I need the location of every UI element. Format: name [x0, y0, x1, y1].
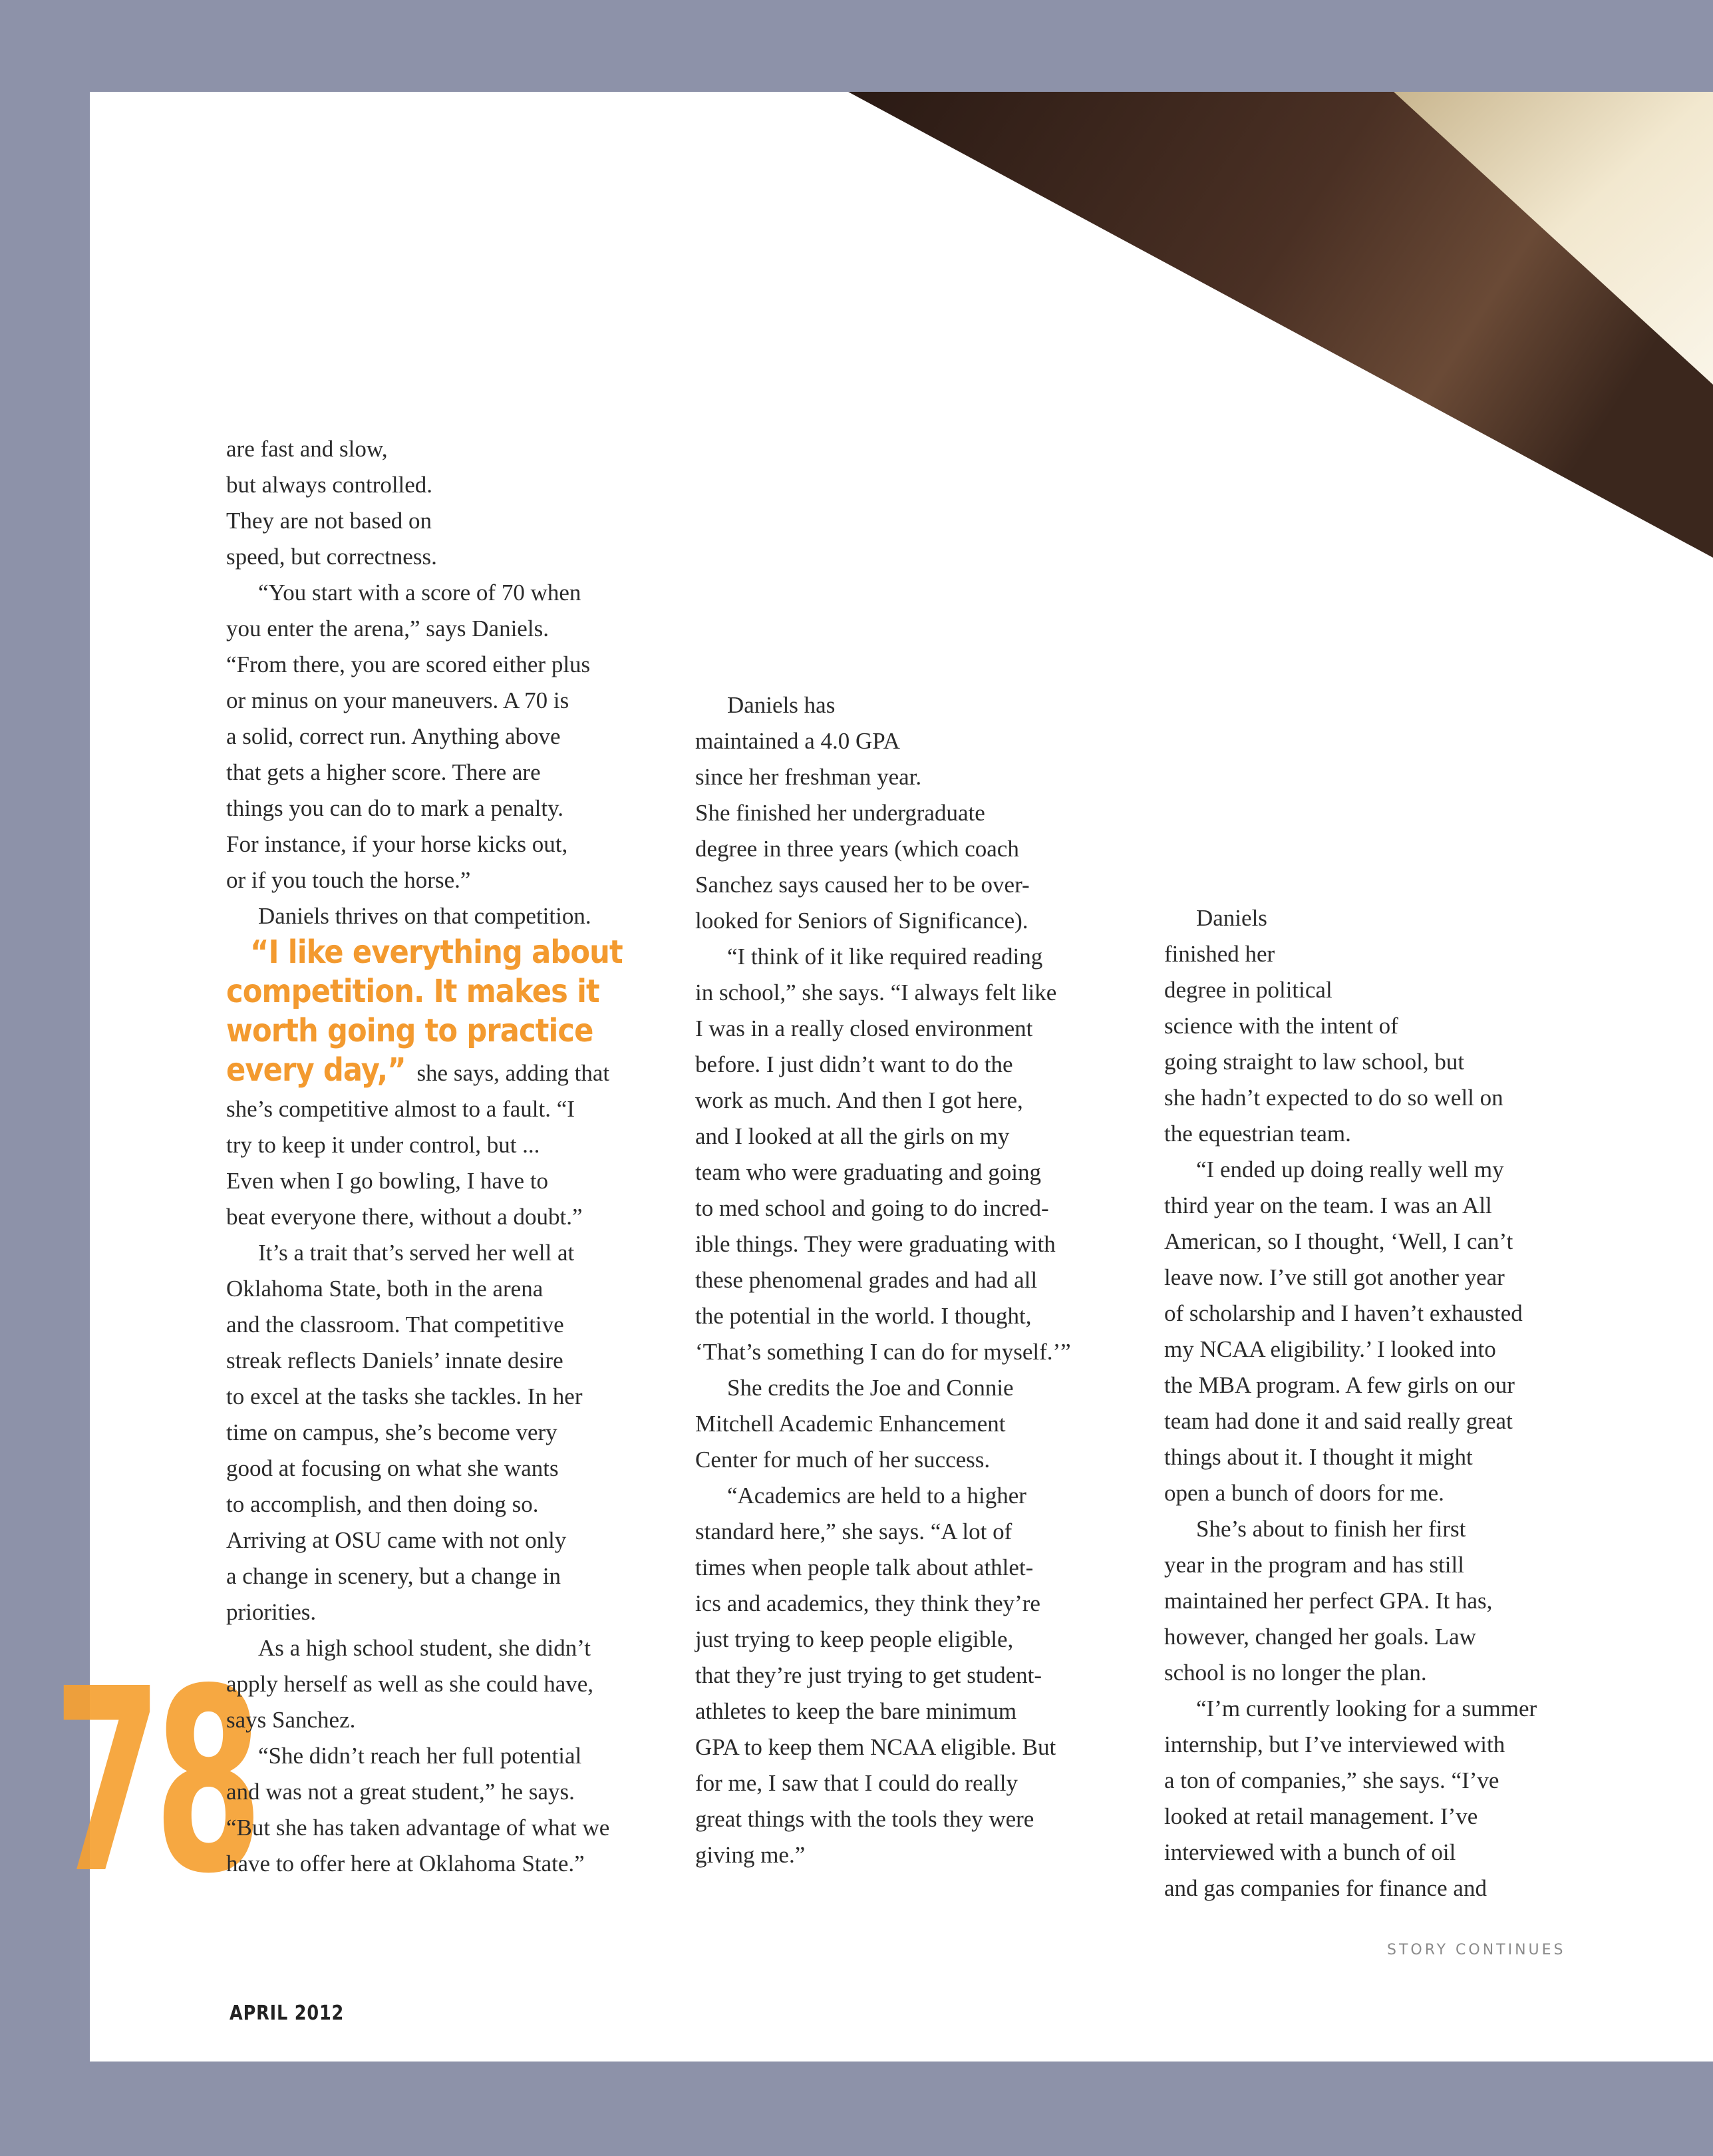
- line: says Sanchez.: [226, 1707, 356, 1733]
- line: of scholarship and I haven’t exhausted: [1164, 1300, 1523, 1326]
- line: things about it. I thought it might: [1164, 1444, 1473, 1470]
- line: good at focusing on what she wants: [226, 1455, 559, 1481]
- column-2: [695, 687, 1174, 1873]
- line: are fast and slow,: [226, 436, 388, 462]
- line: Sanchez says caused her to be over-: [695, 872, 1030, 898]
- column-3: [1164, 900, 1643, 1906]
- line: giving me.”: [695, 1842, 806, 1868]
- line: Daniels: [1196, 905, 1267, 931]
- line: for me, I saw that I could do really: [695, 1770, 1018, 1796]
- line: Even when I go bowling, I have to: [226, 1168, 549, 1194]
- paragraph: [695, 939, 1174, 1370]
- line: that they’re just trying to get student-: [695, 1662, 1042, 1688]
- story-continues-label: STORY CONTINUES: [1387, 1942, 1566, 1958]
- line: since her freshman year.: [695, 764, 922, 790]
- line: however, changed her goals. Law: [1164, 1624, 1476, 1650]
- line: “You start with a score of 70 when: [258, 580, 581, 606]
- line: work as much. And then I got here,: [695, 1087, 1023, 1113]
- paragraph: [226, 575, 705, 898]
- line: interviewed with a bunch of oil: [1164, 1839, 1456, 1865]
- paragraph: [226, 1738, 705, 1882]
- line: to accomplish, and then doing so.: [226, 1491, 539, 1517]
- line: these phenomenal grades and had all: [695, 1267, 1038, 1293]
- line: she hadn’t expected to do so well on: [1164, 1085, 1503, 1111]
- pull-quote-line: every day,”: [226, 1051, 406, 1089]
- line: ible things. They were graduating with: [695, 1231, 1056, 1257]
- line: I was in a really closed environment: [695, 1015, 1033, 1041]
- line: leave now. I’ve still got another year: [1164, 1264, 1505, 1290]
- line: She’s about to finish her first: [1196, 1516, 1466, 1542]
- paragraph: [1164, 1152, 1643, 1511]
- line: They are not based on: [226, 508, 432, 534]
- line: “I ended up doing really well my: [1196, 1157, 1504, 1182]
- line: and I looked at all the girls on my: [695, 1123, 1010, 1149]
- line: to med school and going to do incred-: [695, 1195, 1049, 1221]
- column-1: [226, 431, 705, 1882]
- line: that gets a higher score. There are: [226, 759, 541, 785]
- line: just trying to keep people eligible,: [695, 1626, 1014, 1652]
- line: try to keep it under control, but ...: [226, 1132, 540, 1158]
- line: It’s a trait that’s served her well at: [258, 1240, 575, 1266]
- line: athletes to keep the bare minimum: [695, 1698, 1017, 1724]
- line: maintained a 4.0 GPA: [695, 728, 900, 754]
- line: “She didn’t reach her full potential: [258, 1743, 582, 1769]
- magazine-page: [53, 92, 1713, 2062]
- line: and was not a great student,” he says.: [226, 1779, 575, 1805]
- line: third year on the team. I was an All: [1164, 1192, 1492, 1218]
- line: you enter the arena,” says Daniels.: [226, 616, 549, 641]
- line: before. I just didn’t want to do the: [695, 1051, 1013, 1077]
- pull-quote-paragraph: [226, 934, 705, 1235]
- line: Center for much of her success.: [695, 1447, 991, 1473]
- line: and the classroom. That competitive: [226, 1312, 564, 1338]
- line: she’s competitive almost to a fault. “I: [226, 1096, 575, 1122]
- line: “Academics are held to a higher: [727, 1483, 1026, 1509]
- line: She credits the Joe and Connie: [727, 1375, 1014, 1401]
- paragraph: [695, 1478, 1174, 1873]
- line: team had done it and said really great: [1164, 1408, 1513, 1434]
- line: “I think of it like required reading: [727, 944, 1043, 970]
- line: or if you touch the horse.”: [226, 867, 471, 893]
- paragraph: [226, 1235, 705, 1630]
- issue-date: APRIL 2012: [230, 2002, 345, 2025]
- line: Arriving at OSU came with not only: [226, 1527, 567, 1553]
- line: American, so I thought, ‘Well, I can’t: [1164, 1228, 1513, 1254]
- line: speed, but correctness.: [226, 544, 437, 570]
- line: the equestrian team.: [1164, 1121, 1351, 1147]
- line: Mitchell Academic Enhancement: [695, 1411, 1006, 1437]
- line: in school,” she says. “I always felt like: [695, 980, 1057, 1005]
- line: She finished her undergraduate: [695, 800, 985, 826]
- paragraph: [1164, 1511, 1643, 1691]
- line: standard here,” she says. “A lot of: [695, 1519, 1012, 1544]
- line: internship, but I’ve interviewed with: [1164, 1731, 1505, 1757]
- line: As a high school student, she didn’t: [258, 1635, 591, 1661]
- line: priorities.: [226, 1599, 317, 1625]
- line: looked for Seniors of Significance).: [695, 908, 1028, 934]
- line: degree in political: [1164, 977, 1332, 1003]
- line: the potential in the world. I thought,: [695, 1303, 1032, 1329]
- paragraph: [695, 1370, 1174, 1478]
- line: time on campus, she’s become very: [226, 1419, 557, 1445]
- line: team who were graduating and going: [695, 1159, 1041, 1185]
- line: finished her: [1164, 941, 1275, 967]
- line: but always controlled.: [226, 472, 433, 498]
- line: Oklahoma State, both in the arena: [226, 1276, 544, 1302]
- line: great things with the tools they were: [695, 1806, 1034, 1832]
- line: Daniels has: [727, 692, 836, 718]
- line: a change in scenery, but a change in: [226, 1563, 561, 1589]
- line: the MBA program. A few girls on our: [1164, 1372, 1515, 1398]
- line: school is no longer the plan.: [1164, 1660, 1427, 1686]
- line: to excel at the tasks she tackles. In her: [226, 1383, 583, 1409]
- line: going straight to law school, but: [1164, 1049, 1465, 1075]
- line: “I’m currently looking for a summer: [1196, 1696, 1537, 1721]
- line: “From there, you are scored either plus: [226, 651, 591, 677]
- line: things you can do to mark a penalty.: [226, 795, 564, 821]
- pull-quote-line: competition. It makes it: [226, 973, 599, 1010]
- line: year in the program and has still: [1164, 1552, 1464, 1578]
- paragraph: [226, 1630, 705, 1738]
- line: she says, adding that: [410, 1060, 610, 1086]
- line: beat everyone there, without a doubt.”: [226, 1204, 583, 1230]
- line: For instance, if your horse kicks out,: [226, 831, 568, 857]
- line: “But she has taken advantage of what we: [226, 1815, 610, 1841]
- line: open a bunch of doors for me.: [1164, 1480, 1444, 1506]
- line: maintained her perfect GPA. It has,: [1164, 1588, 1493, 1614]
- line: ics and academics, they think they’re: [695, 1590, 1040, 1616]
- line: science with the intent of: [1164, 1013, 1398, 1039]
- line: a ton of companies,” she says. “I’ve: [1164, 1767, 1499, 1793]
- page-number: 78: [53, 1634, 255, 1929]
- pull-quote-line: “I like everything about: [250, 934, 623, 971]
- line: degree in three years (which coach: [695, 836, 1019, 862]
- paragraph: [695, 687, 1174, 939]
- line: GPA to keep them NCAA eligible. But: [695, 1734, 1056, 1760]
- paragraph: Daniels thrives on that competition.: [258, 903, 591, 929]
- paragraph: [226, 431, 705, 575]
- pull-quote-line: worth going to practice: [226, 1012, 593, 1049]
- line: looked at retail management. I’ve: [1164, 1803, 1478, 1829]
- line: streak reflects Daniels’ innate desire: [226, 1348, 563, 1373]
- paragraph: [1164, 1691, 1643, 1906]
- line: my NCAA eligibility.’ I looked into: [1164, 1336, 1496, 1362]
- line: ‘That’s something I can do for myself.’”: [695, 1339, 1071, 1365]
- line: apply herself as well as she could have,: [226, 1671, 594, 1697]
- line: a solid, correct run. Anything above: [226, 723, 561, 749]
- line: times when people talk about athlet-: [695, 1554, 1034, 1580]
- line: have to offer here at Oklahoma State.”: [226, 1851, 585, 1877]
- line: or minus on your maneuvers. A 70 is: [226, 687, 569, 713]
- line: and gas companies for finance and: [1164, 1875, 1487, 1901]
- paragraph: [1164, 900, 1643, 1152]
